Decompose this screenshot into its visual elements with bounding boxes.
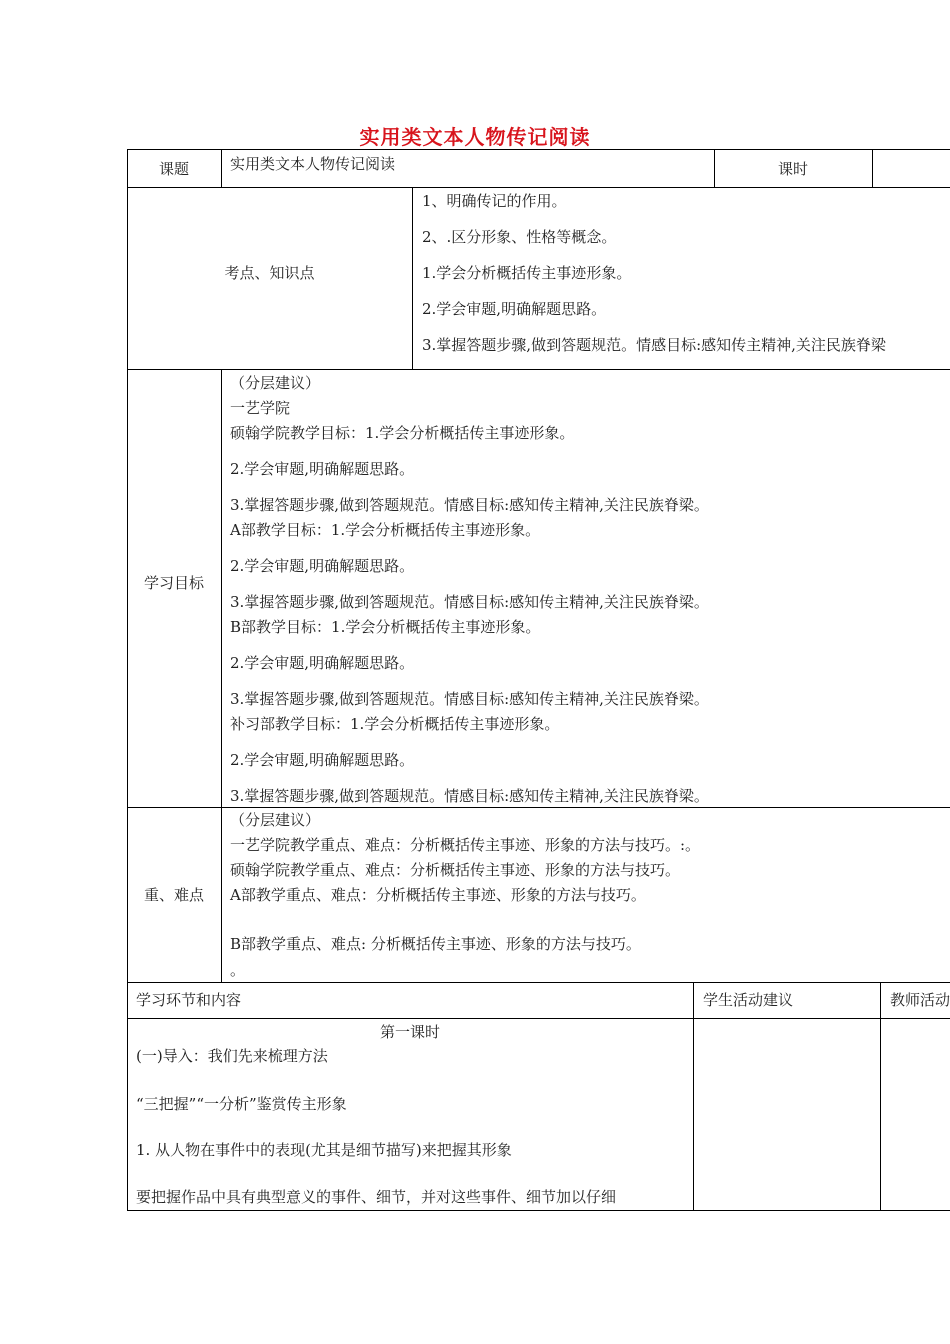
row-divider [127,807,950,808]
topic-value: 实用类文本人物传记阅读 [230,155,396,173]
lesson-line: “三把握”“一分析”鉴赏传主形象 [136,1095,347,1113]
document-title: 实用类文本人物传记阅读 [359,125,591,149]
knowledge-line: 2.学会审题,明确解题思路。 [422,300,607,318]
col-divider [221,149,222,187]
col-divider [412,187,413,369]
objectives-line: 2.学会审题,明确解题思路。 [230,751,415,769]
knowledge-line: 3.掌握答题步骤,做到答题规范。情感目标:感知传主精神,关注民族脊梁 [422,336,886,354]
key-points-line: B部教学重点、难点: 分析概括传主事迹、形象的方法与技巧。 [230,935,641,953]
objectives-line: 一艺学院 [230,399,291,417]
col-divider [693,982,694,1211]
objectives-line: 硕翰学院教学目标：1.学会分析概括传主事迹形象。 [230,424,575,442]
objectives-line: 3.掌握答题步骤,做到答题规范。情感目标:感知传主精神,关注民族脊梁。 [230,593,709,611]
knowledge-line: 1、明确传记的作用。 [422,192,567,210]
objectives-line: 3.掌握答题步骤,做到答题规范。情感目标:感知传主精神,关注民族脊梁。 [230,496,709,514]
knowledge-line: 1.学会分析概括传主事迹形象。 [422,264,632,282]
row-divider [127,982,950,983]
student-activity-header: 学生活动建议 [703,991,794,1009]
objectives-line: 补习部教学目标：1.学会分析概括传主事迹形象。 [230,715,560,733]
knowledge-label: 考点、知识点 [224,264,315,282]
col-divider [880,982,881,1211]
knowledge-line: 2、.区分形象、性格等概念。 [422,228,617,246]
objectives-label: 学习目标 [143,574,204,592]
objectives-line: 3.掌握答题步骤,做到答题规范。情感目标:感知传主精神,关注民族脊梁。 [230,690,709,708]
lesson-line: 1. 从人物在事件中的表现(尤其是细节描写)来把握其形象 [136,1141,512,1159]
objectives-line: （分层建议） [230,374,321,392]
key-points-line: 一艺学院教学重点、难点：分析概括传主事迹、形象的方法与技巧。:。 [230,836,701,854]
teacher-activity-header: 教师活动 [890,991,950,1009]
row-divider [127,1018,950,1019]
row-divider [127,187,950,188]
row-divider [127,369,950,370]
objectives-line: 2.学会审题,明确解题思路。 [230,654,415,672]
objectives-line: 3.掌握答题步骤,做到答题规范。情感目标:感知传主精神,关注民族脊梁。 [230,787,709,805]
key-points-label: 重、难点 [143,886,204,904]
topic-label: 课题 [158,160,189,178]
col-divider [221,369,222,982]
objectives-line: 2.学会审题,明确解题思路。 [230,557,415,575]
objectives-line: 2.学会审题,明确解题思路。 [230,460,415,478]
key-points-line: 硕翰学院教学重点、难点：分析概括传主事迹、形象的方法与技巧。 [230,861,681,879]
hours-label: 课时 [777,160,808,178]
key-points-line: A部教学重点、难点：分析概括传主事迹、形象的方法与技巧。 [230,886,646,904]
content-header: 学习环节和内容 [136,991,242,1009]
col-divider [872,149,873,187]
lesson-heading: 第一课时 [379,1023,440,1041]
objectives-line: A部教学目标：1.学会分析概括传主事迹形象。 [230,521,541,539]
lesson-line: 要把握作品中具有典型意义的事件、细节，并对这些事件、细节加以仔细 [136,1188,617,1206]
key-points-line: 。 [230,961,246,979]
lesson-line: (一)导入：我们先来梳理方法 [136,1047,328,1065]
objectives-line: B部教学目标：1.学会分析概括传主事迹形象。 [230,618,541,636]
key-points-line: （分层建议） [230,811,321,829]
